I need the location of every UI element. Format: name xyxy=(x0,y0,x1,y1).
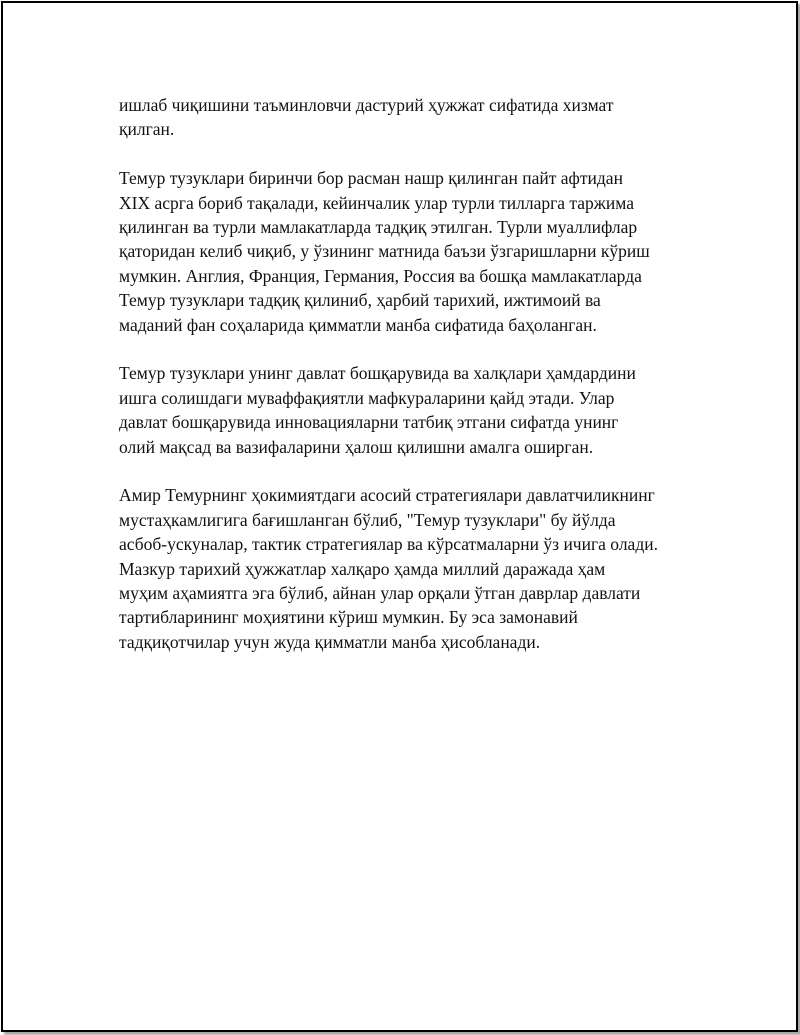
text-line: Амир Темурнинг ҳокимиятдаги асосий стратегиялари давлатчиликнинг xyxy=(119,485,655,506)
text-line: маданий фан соҳаларида қимматли манба сифатида баҳоланган. xyxy=(119,314,597,335)
text-line: давлат бошқарувида инновацияларни татбиқ этгани сифатда унинг xyxy=(119,412,619,433)
document-body xyxy=(119,93,719,679)
text-line: мумкин. Англия, Франция, Германия, Россия ва бошқа мамлакатларда xyxy=(119,265,642,286)
text-line: қилган. xyxy=(119,119,175,140)
text-line: қилинган ва турли мамлакатларда тадқиқ этилган. Турли муаллифлар xyxy=(119,217,638,238)
text-line: асбоб-ускуналар, тактик стратегиялар ва кўрсатмаларни ўз ичига олади. xyxy=(119,534,658,555)
text-line: мустаҳкамлигига бағишланган бўлиб, "Темур тузуклари" бу йўлда xyxy=(119,509,616,530)
paragraph-4 xyxy=(119,483,719,654)
text-line: Темур тузуклари унинг давлат бошқарувида ва халқлари ҳамдардини xyxy=(119,363,636,384)
text-line: Мазкур тарихий ҳужжатлар халқаро ҳамда миллий даражада ҳам xyxy=(119,558,606,579)
text-line: ишлаб чиқишини таъминловчи дастурий ҳужжат сифатида хизмат xyxy=(119,95,614,115)
text-line: тартибларининг моҳиятини кўриш мумкин. Бу эса замонавий xyxy=(119,607,578,628)
paragraph-1 xyxy=(119,93,719,142)
paragraph-2 xyxy=(119,166,719,337)
text-line: Темур тузуклари биринчи бор расман нашр қилинган пайт афтидан xyxy=(119,168,623,189)
text-line: XIX асрга бориб тақалади, кейинчалик улар турли тилларга таржима xyxy=(119,192,634,213)
text-line: ишга солишдаги муваффақиятли мафкураларини қайд этади. Улар xyxy=(119,387,615,408)
paragraph-3 xyxy=(119,361,719,459)
text-line: тадқиқотчилар учун жуда қимматли манба ҳисобланади. xyxy=(119,631,541,652)
text-line: Темур тузуклари тадқиқ қилиниб, ҳарбий тарихий, ижтимоий ва xyxy=(119,290,601,311)
text-line: қаторидан келиб чиқиб, у ўзининг матнида баъзи ўзгаришларни кўриш xyxy=(119,241,650,262)
text-line: муҳим аҳамиятга эга бўлиб, айнан улар орқали ўтган даврлар давлати xyxy=(119,583,641,604)
text-line: олий мақсад ва вазифаларини ҳалош қилишни амалга оширган. xyxy=(119,436,594,457)
